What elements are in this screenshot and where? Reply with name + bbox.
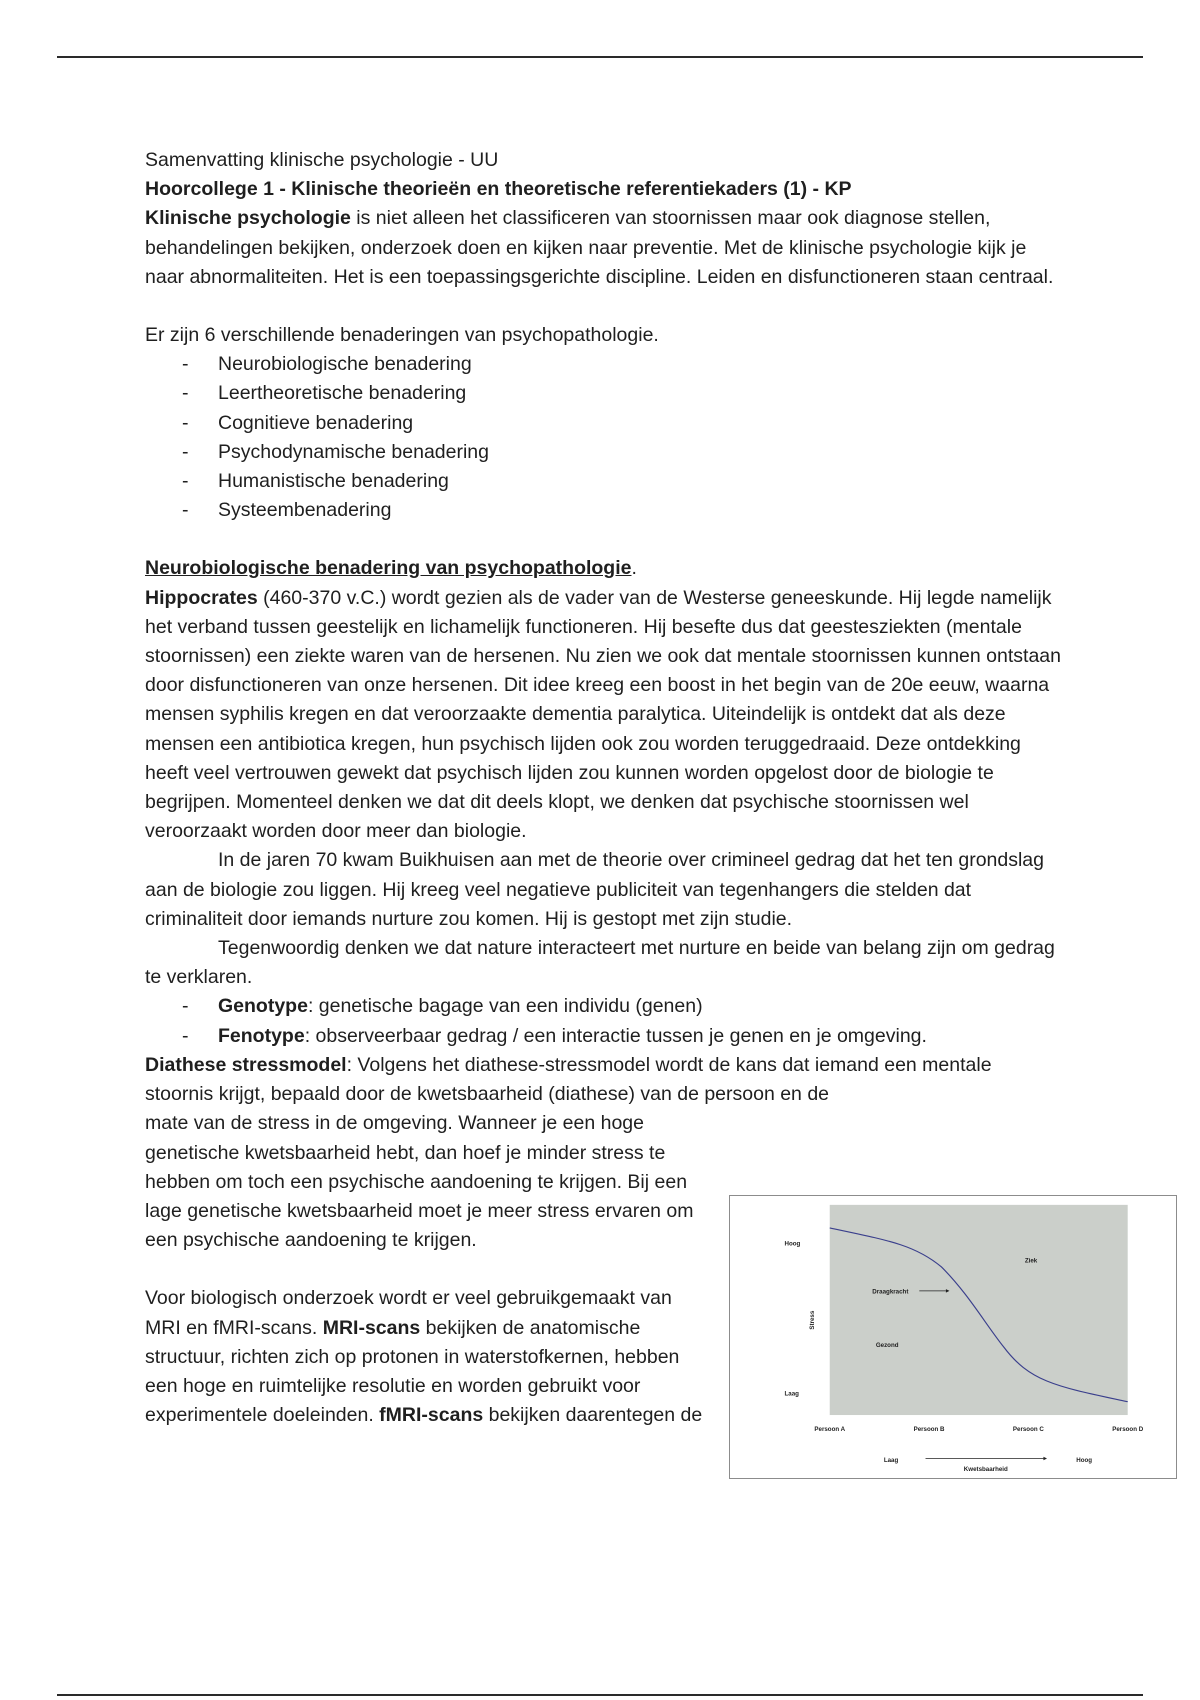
term-hippocrates: Hippocrates: [145, 586, 258, 609]
person-label: Persoon C: [1012, 1426, 1044, 1433]
label-hoog-y: Hoog: [784, 1240, 801, 1248]
approaches-intro: Er zijn 6 verschillende benaderingen van psychopathologie.: [145, 324, 659, 347]
person-label: Persoon D: [1112, 1426, 1144, 1433]
hippocrates-paragraph: Hippocrates (460-370 v.C.) wordt gezien als de vader van de Westerse geneeskunde. Hij legde namelijk het verband tussen geestelijk en lichamelijk functioneren. Hij besefte dus dat geestesziekten (mentale stoornissen) een ziekte waren van de hersenen. Nu zien we ook dat mentale stoornissen kunnen ontstaan door disfunctioneren van onze hersenen. Dit idee kreeg een boost in het begin van de 20e eeuw, waarna mensen syphilis kregen en dat veroorzaakte dementia paralytica. Uiteindelijk is ontdekt dat als deze mensen een antibiotica kregen, hun psychisch lijden ook zou worden teruggedraaid. Deze ontdekking heeft veel vertrouwen gewekt dat psychisch lijden zou kunnen worden opgelost door de biologie te begrijpen. Momenteel denken we dat dit deels klopt, we denken dat psychische stoornissen wel veroorzaakt worden door meer dan biologie.: [145, 586, 1061, 843]
approaches-list: [145, 350, 1065, 525]
label-gezond: Gezond: [875, 1341, 899, 1349]
axis-label-stress: Stress: [808, 1310, 816, 1330]
intro-paragraph: Klinische psychologie is niet alleen het classificeren van stoornissen maar ook diagnose stellen, behandelingen bekijken, onderzoek doen en kijken naar preventie. Met de klinische psychologie kijk je naar abnormaliteiten. Het is een toepassingsgerichte discipline. Leiden en disfunctioneren staan centraal.: [145, 207, 1054, 288]
list-item: - Genotype: genetische bagage van een individu (genen): [145, 992, 1065, 1021]
list-item: - Psychodynamische benadering: [145, 438, 1065, 467]
person-label: Persoon B: [913, 1426, 945, 1433]
lecture-heading: Hoorcollege 1 - Klinische theorieën en theoretische referentiekaders (1) - KP: [145, 178, 852, 201]
diathesis-stress-figure: [729, 1195, 1177, 1479]
plot-area: [830, 1205, 1128, 1415]
list-item: - Neurobiologische benadering: [145, 350, 1065, 379]
list-item: - Cognitieve benadering: [145, 409, 1065, 438]
term-diathese: Diathese stressmodel: [145, 1053, 347, 1076]
label-laag-y: Laag: [784, 1390, 799, 1398]
genotype-list: [145, 992, 1065, 1050]
buikhuisen-paragraph: In de jaren 70 kwam Buikhuisen aan met de theorie over crimineel gedrag dat het ten grondslag aan de biologie zou liggen. Hij kreeg veel negatieve publiciteit van tegenhangers die stelden dat criminaliteit door iemands nurture zou komen. Hij is gestopt met zijn studie.: [145, 849, 1044, 930]
nature-nurture-paragraph: Tegenwoordig denken we dat nature interacteert met nurture en beide van belang zijn om gedrag te verklaren.: [145, 937, 1055, 989]
list-item: - Leertheoretische benadering: [145, 379, 1065, 408]
term-klinische-psychologie: Klinische psychologie: [145, 207, 351, 230]
label-draagkracht: Draagkracht: [872, 1288, 909, 1296]
section-title: Neurobiologische benadering van psychopathologie.: [145, 557, 637, 580]
label-ziek: Ziek: [1024, 1257, 1038, 1265]
term-fmri: fMRI-scans: [379, 1404, 484, 1427]
term-mri: MRI-scans: [322, 1316, 421, 1339]
kwetsbaarheid-arrowhead: [1043, 1457, 1047, 1461]
list-item: - Humanistische benadering: [145, 467, 1065, 496]
person-label: Persoon A: [814, 1426, 846, 1433]
label-laag-x: Laag: [883, 1457, 899, 1465]
top-rule: [57, 56, 1143, 58]
label-hoog-x: Hoog: [1076, 1457, 1093, 1465]
mri-paragraph: Voor biologisch onderzoek wordt er veel gebruikgemaakt van MRI en fMRI-scans. MRI-scans bekijken de anatomische structuur, richten zich op protonen in waterstofkernen, hebben een hoge en ruimtelijke resolutie en worden gebruikt voor experimentele doeleinden. fMRI-scans bekijken daarentegen de: [145, 1287, 703, 1427]
diathese-paragraph: Diathese stressmodel: Volgens het diathese-stressmodel wordt de kans dat iemand een mentale stoornis krijgt, bepaald door de kwetsbaarheid (diathese) van de persoon en de: [145, 1053, 992, 1106]
diathese-paragraph-continued: mate van de stress in de omgeving. Wanneer je een hoge genetische kwetsbaarheid hebt, dan hoef je minder stress te hebben om toch een psychische aandoening te krijgen. Bij een lage genetische kwetsbaarheid moet je meer stress ervaren om een psychische aandoening te krijgen.: [145, 1112, 694, 1252]
document-subtitle: Samenvatting klinische psychologie - UU: [145, 149, 499, 171]
list-item: - Systeembenadering: [145, 496, 1065, 525]
bottom-rule: [57, 1694, 1143, 1696]
list-item: - Fenotype: observeerbaar gedrag / een interactie tussen je genen en je omgeving.: [145, 1022, 1065, 1051]
axis-label-kwetsbaarheid: Kwetsbaarheid: [963, 1465, 1008, 1473]
